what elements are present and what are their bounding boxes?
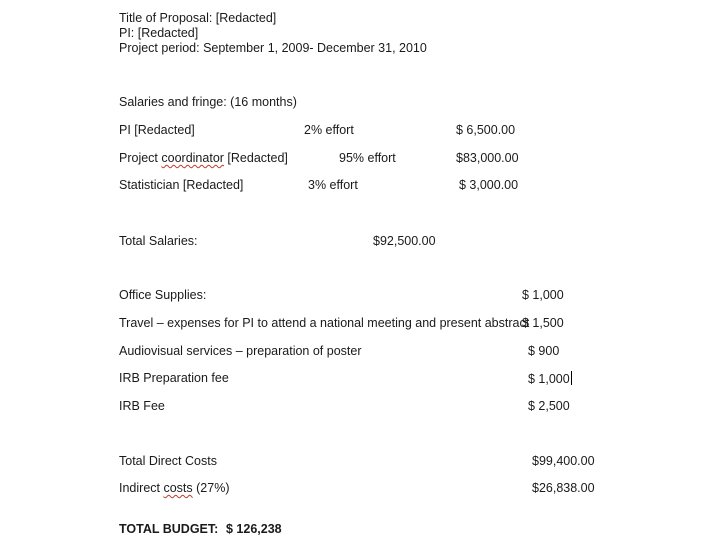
salary-effort-statistician: 3% effort <box>308 178 358 192</box>
indirect-costs-amount: $26,838.00 <box>532 481 595 495</box>
expense-label-audiovisual: Audiovisual services – preparation of poster <box>119 344 362 358</box>
expense-amount-irb-prep-value: $ 1,000 <box>528 372 570 386</box>
total-salaries-amount: $92,500.00 <box>373 234 436 248</box>
salary-effort-pi: 2% effort <box>304 123 354 137</box>
expense-label-irb-prep: IRB Preparation fee <box>119 371 229 385</box>
salary-label-coordinator-word: Project <box>119 151 158 165</box>
indirect-costs-label <box>119 481 230 495</box>
text-cursor <box>571 371 572 385</box>
proposal-title: Title of Proposal: [Redacted] <box>119 11 277 25</box>
salary-label-coordinator <box>119 151 288 165</box>
total-direct-costs-amount: $99,400.00 <box>532 454 595 468</box>
salaries-heading: Salaries and fringe: (16 months) <box>119 95 297 109</box>
salary-amount-coordinator: $83,000.00 <box>456 151 519 165</box>
salary-label-pi: PI [Redacted] <box>119 123 195 137</box>
project-period: Project period: September 1, 2009- December 31, 2010 <box>119 41 427 55</box>
salary-label-coordinator-rest: [Redacted] <box>223 151 288 165</box>
spellcheck-flag: coordinator <box>161 151 224 165</box>
expense-amount-audiovisual: $ 900 <box>528 344 560 358</box>
expense-amount-irb-fee: $ 2,500 <box>528 399 570 413</box>
salary-effort-coordinator: 95% effort <box>339 151 396 165</box>
salary-amount-statistician: $ 3,000.00 <box>459 178 519 192</box>
salary-amount-pi: $ 6,500.00 <box>456 123 516 137</box>
expense-amount-irb-prep[interactable] <box>528 371 572 386</box>
salary-label-statistician: Statistician [Redacted] <box>119 178 244 192</box>
expense-label-office: Office Supplies: <box>119 288 207 302</box>
total-direct-costs-label: Total Direct Costs <box>119 454 217 468</box>
expense-label-irb-fee: IRB Fee <box>119 399 165 413</box>
expense-amount-travel: $ 1,500 <box>522 316 564 330</box>
indirect-costs-rest: (27%) <box>192 481 230 495</box>
total-salaries-label: Total Salaries: <box>119 234 198 248</box>
pi-line: PI: [Redacted] <box>119 26 199 40</box>
expense-amount-office: $ 1,000 <box>522 288 564 302</box>
indirect-costs-word: Indirect <box>119 481 160 495</box>
expense-label-travel: Travel – expenses for PI to attend a national meeting and present abstract <box>119 316 530 330</box>
total-budget-amount: $ 126,238 <box>226 522 282 536</box>
spellcheck-flag: costs <box>163 481 193 495</box>
total-budget-label: TOTAL BUDGET: <box>119 522 219 536</box>
